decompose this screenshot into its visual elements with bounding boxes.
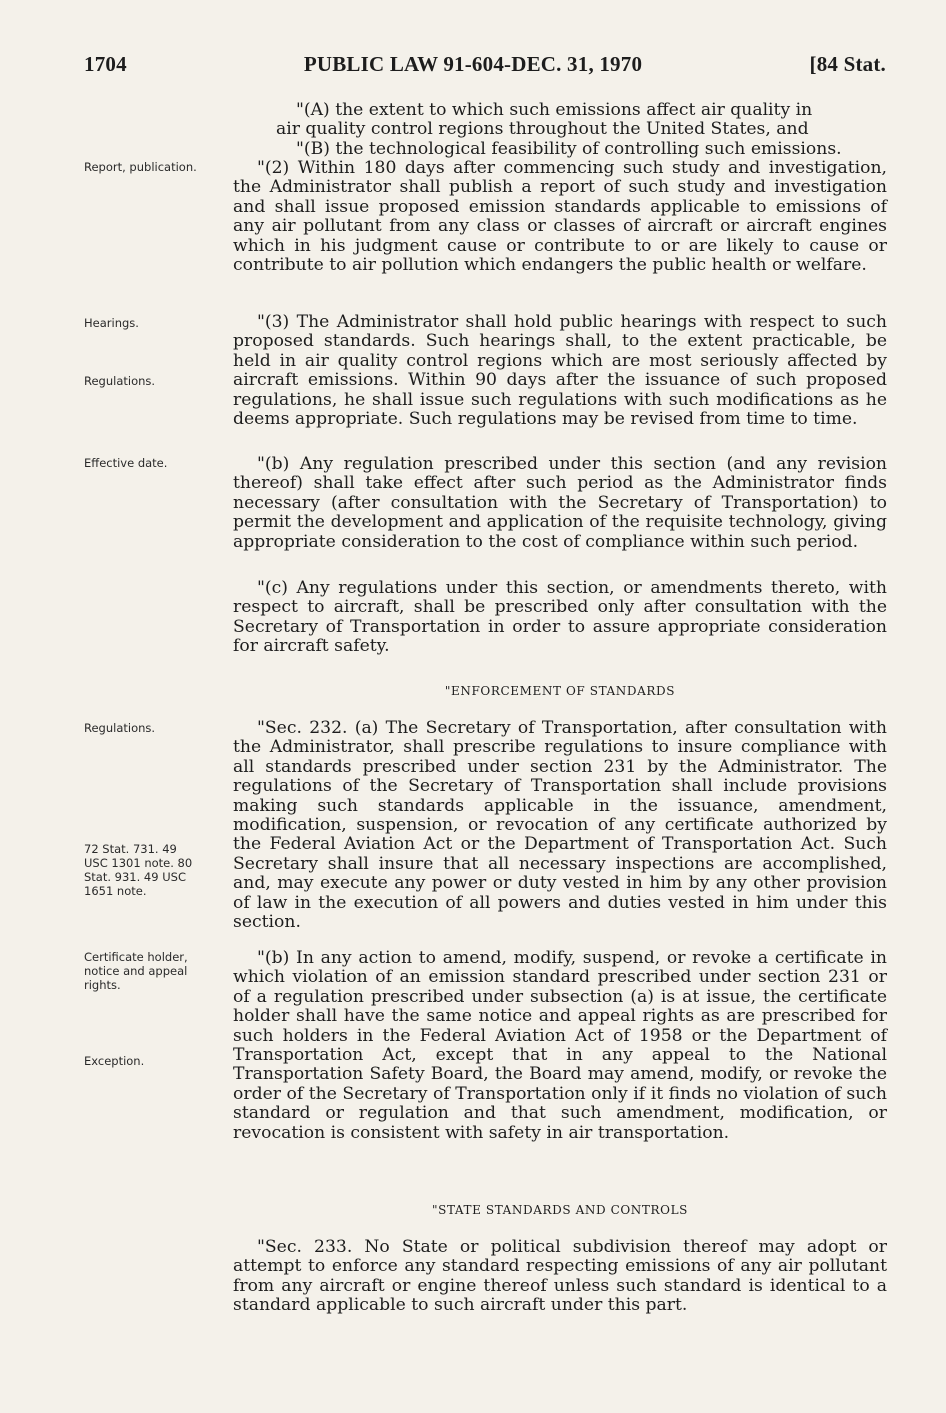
paragraph-b: "(b) Any regulation prescribed under this section (and any revision thereof) shall take effect after such period as the Administrator finds necessary (after consultation with the Secretary of Transportation) to permit the development and application of the requisite technology, giving appropriate consideration to the cost of compliance within such period. xyxy=(233,454,887,552)
paragraph-a-line1: "(A) the extent to which such emissions affect air quality in xyxy=(296,100,813,120)
section-232-a: "Sec. 232. (a) The Secretary of Transportation, after consultation with the Administrator, shall prescribe regulations to insure compliance with all standards prescribed under section 231 by the Administrator. The regulations of the Secretary of Transportation shall include provisions making such standards applicable in the issuance, amendment, modification, suspension, or revocation of any certificate authorized by the Federal Aviation Act or the Department of Transportation Act. Such Secretary shall insure that all necessary inspections are accomplished, and, may execute any power or duty vested in him by any other provision of law in the execution of all powers and duties vested in him under this section. xyxy=(233,718,887,933)
margin-note-effective-date: Effective date. xyxy=(84,456,168,470)
margin-note-regulations: Regulations. xyxy=(84,374,156,388)
margin-note-citations: 72 Stat. 731. 49 USC 1301 note. 80 Stat. 931. 49 USC 1651 note. xyxy=(84,842,193,898)
paragraph-b-line: "(B) the technological feasibility of controlling such emissions. xyxy=(296,138,842,159)
paragraph-c: "(c) Any regulations under this section, or amendments thereto, with respect to aircraft, shall be prescribed only after consultation with the Secretary of Transportation in order to assure appropriate consideration for aircraft safety. xyxy=(233,578,887,657)
page-number: 1704 xyxy=(84,52,127,76)
paragraph-3: "(3) The Administrator shall hold public hearings with respect to such proposed standards. Such hearings shall, to the extent practicable, be held in air quality control regions which are most seriously affected by aircraft emissions. Within 90 days after the issuance of such proposed regulations, he shall issue such regulations with such modifications as he deems appropriate. Such regulations may be revised from time to time. xyxy=(233,312,887,430)
paragraph-2: "(2) Within 180 days after commencing such study and investigation, the Administrator shall publish a report of such study and investigation and shall issue proposed emission standards applicable to emissions of any air pollutant from any class or classes of aircraft or aircraft engines which in his judgment cause or contribute to or are likely to cause or contribute to air pollution which endangers the public health or welfare. xyxy=(233,158,887,276)
paragraph-a-line2: air quality control regions throughout the United States, and xyxy=(276,119,809,140)
paragraph-a-b xyxy=(233,101,887,159)
volume-reference: [84 Stat. xyxy=(809,52,886,76)
section-233: "Sec. 233. No State or political subdivision thereof may adopt or attempt to enforce any standard respecting emissions of any air pollutant from any aircraft or engine thereof unless such standard is identical to a standard applicable to such aircraft under this part. xyxy=(233,1237,887,1316)
heading-state-standards: "STATE STANDARDS AND CONTROLS xyxy=(432,1203,688,1217)
margin-note-hearings: Hearings. xyxy=(84,316,139,330)
margin-note-exception: Exception. xyxy=(84,1054,145,1068)
heading-enforcement: "ENFORCEMENT OF STANDARDS xyxy=(444,684,676,698)
page-title: PUBLIC LAW 91-604-DEC. 31, 1970 xyxy=(303,52,643,76)
section-232-b: "(b) In any action to amend, modify, suspend, or revoke a certificate in which violation of an emission standard prescribed under section 231 or of a regulation prescribed under subsection (a) is at issue, the certificate holder shall have the same notice and appeal rights as are prescribed for such holders in the Federal Aviation Act of 1958 or the Department of Transportation Act, except that in any appeal to the National Transportation Safety Board, the Board may amend, modify, or revoke the order of the Secretary of Transportation only if it finds no violation of such standard or regulation and that such amendment, modification, or revocation is consistent with safety in air transportation. xyxy=(233,948,887,1143)
margin-note-regulations-2: Regulations. xyxy=(84,721,156,735)
margin-note-certificate: Certificate holder, notice and appeal rights. xyxy=(84,950,188,992)
margin-note-report: Report, publication. xyxy=(84,160,197,174)
